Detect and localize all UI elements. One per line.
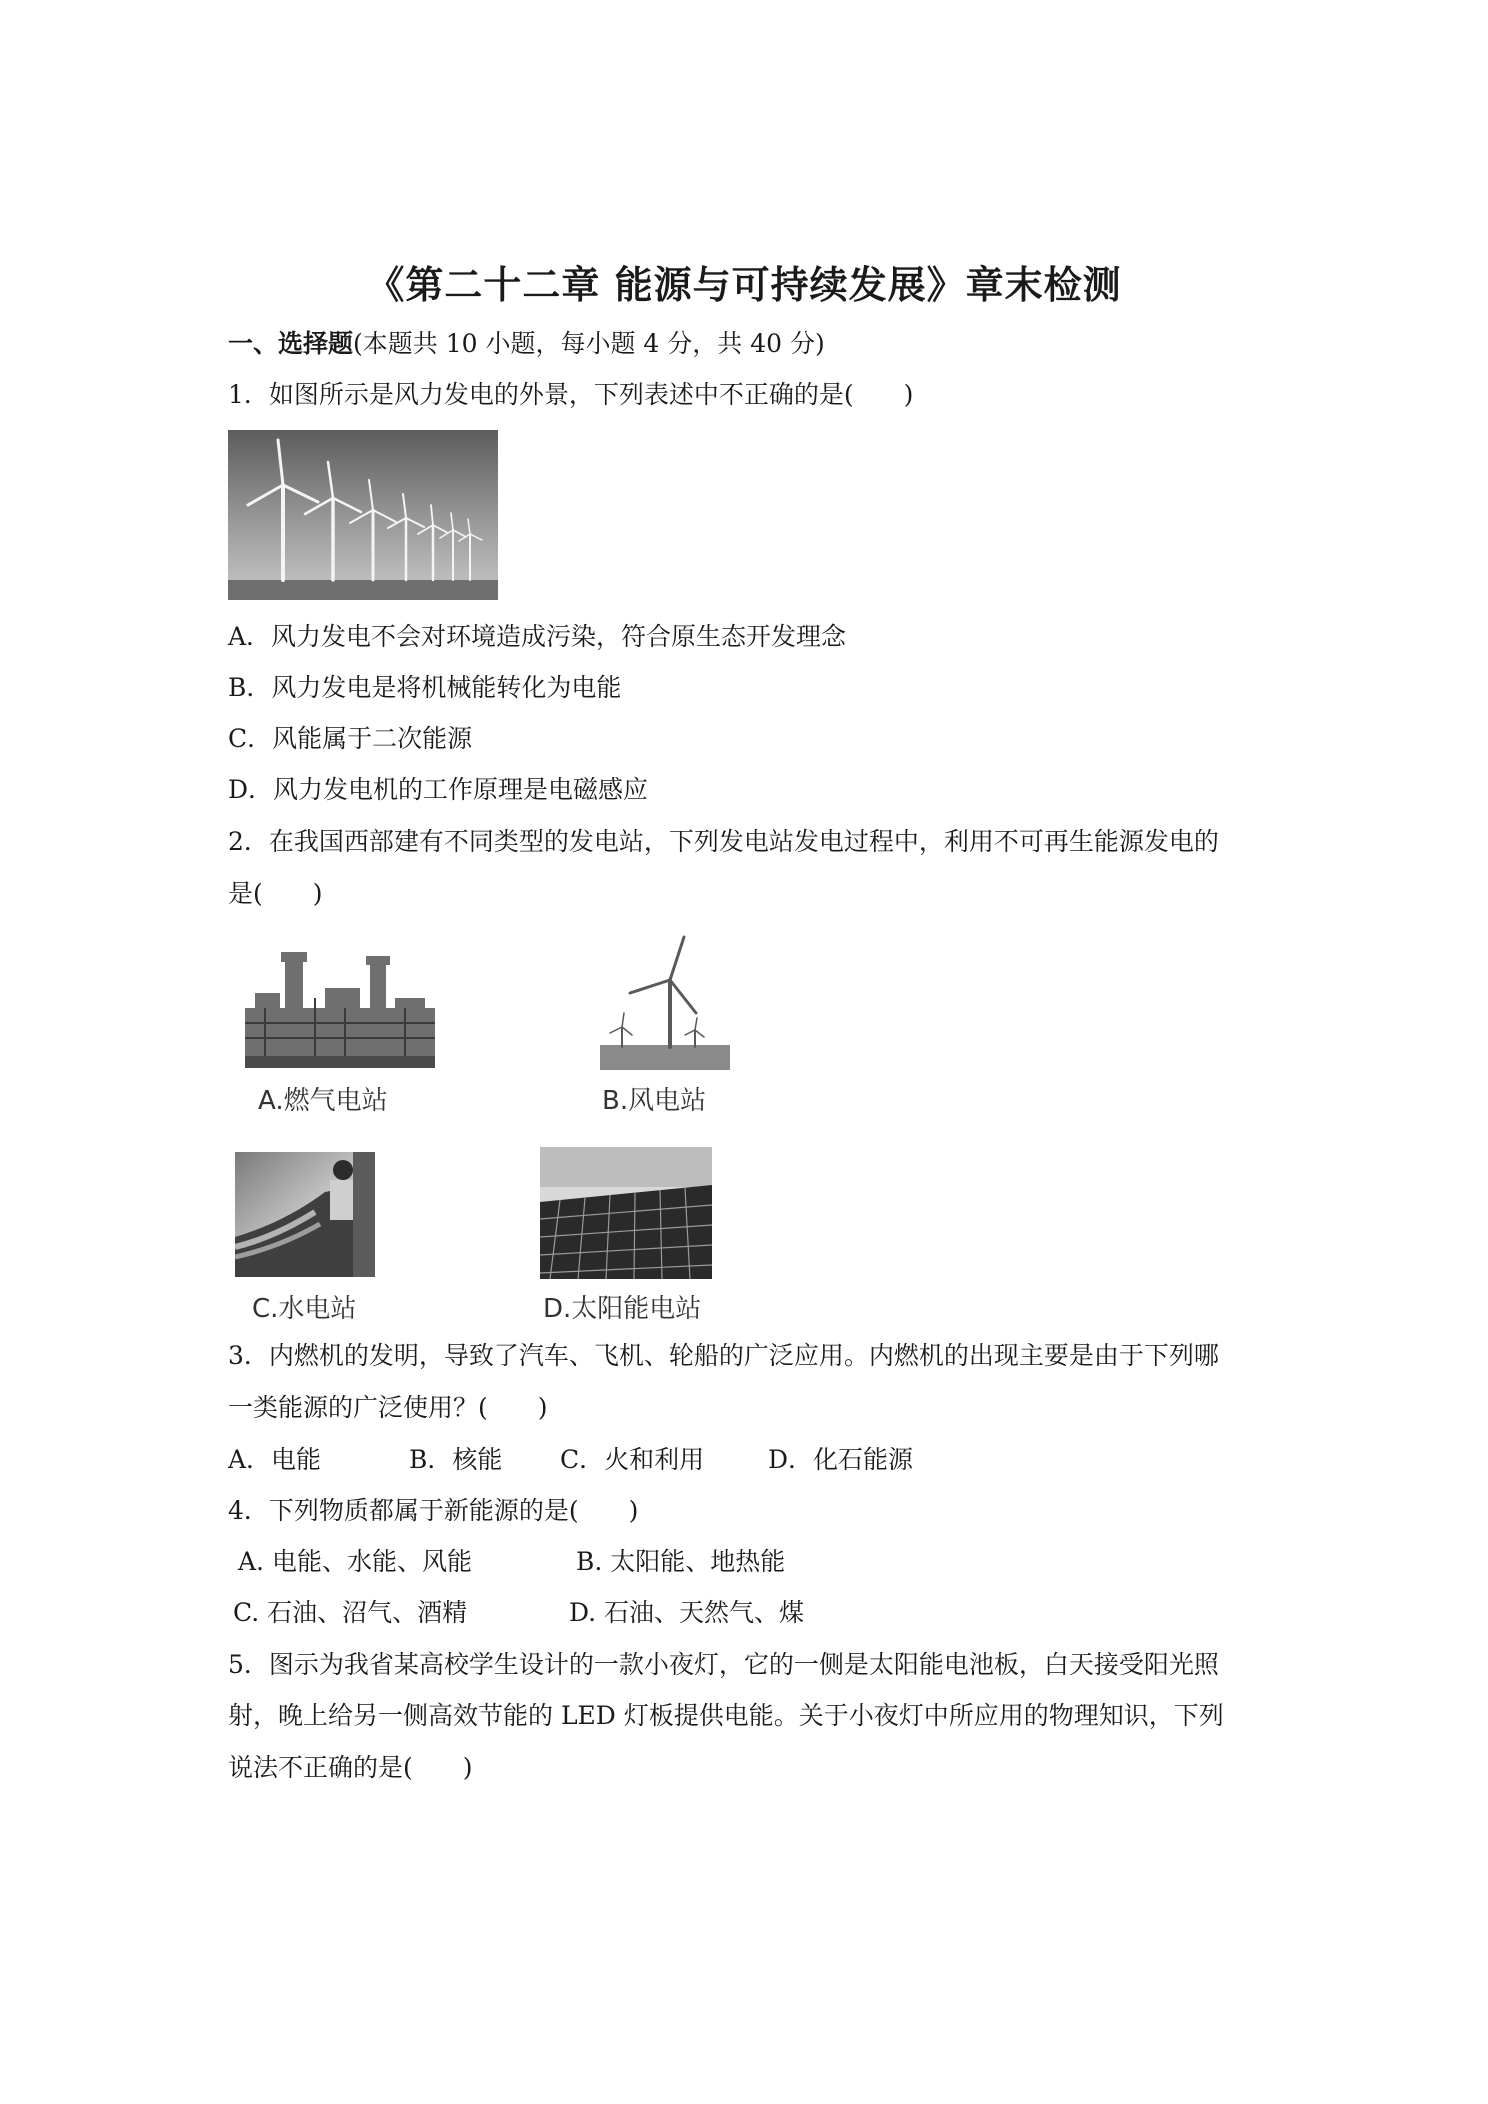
section-note: (本题共 10 小题，每小题 4 分，共 40 分) [353, 329, 825, 358]
wind-turbine-photo-icon [600, 935, 730, 1070]
hydro-dam-photo-icon [235, 1152, 375, 1277]
q5-stem-line1: 5．图示为我省某高校学生设计的一款小夜灯，它的一侧是太阳能电池板，白天接受阳光照 [228, 1650, 1219, 1679]
q1-option-b: B．风力发电是将机械能转化为电能 [228, 673, 622, 702]
q3-stem-line2: 一类能源的广泛使用？( ) [228, 1393, 548, 1422]
q2-stem-line1: 2．在我国西部建有不同类型的发电站，下列发电站发电过程中，利用不可再生能源发电的 [228, 827, 1219, 856]
gas-power-station-photo-icon [245, 938, 435, 1068]
section-heading: 一、选择题 [228, 329, 354, 358]
q1-option-c: C．风能属于二次能源 [228, 724, 473, 753]
q3-option-d: D．化石能源 [768, 1445, 914, 1474]
q3-stem-line1: 3．内燃机的发明，导致了汽车、飞机、轮船的广泛应用。内燃机的出现主要是由于下列哪 [228, 1341, 1219, 1370]
page-title: 《第二十二章 能源与可持续发展》章末检测 [366, 263, 1122, 307]
q4-option-b: B. 太阳能、地热能 [576, 1547, 786, 1576]
solar-panel-photo-icon [540, 1147, 712, 1279]
section-heading-line [228, 327, 825, 361]
q4-option-d: D. 石油、天然气、煤 [569, 1598, 805, 1627]
q1-stem: 1．如图所示是风力发电的外景，下列表述中不正确的是( ) [228, 380, 914, 409]
q4-stem: 4．下列物质都属于新能源的是( ) [228, 1496, 639, 1525]
q4-option-a: A. 电能、水能、风能 [238, 1547, 472, 1576]
q5-stem-line3: 说法不正确的是( ) [228, 1753, 473, 1782]
q5-stem-line2: 射，晚上给另一侧高效节能的 LED 灯板提供电能。关于小夜灯中所应用的物理知识，下列 [228, 1701, 1224, 1730]
q2-caption-b: B.风电站 [602, 1086, 707, 1116]
q3-option-b: B．核能 [409, 1445, 503, 1474]
q2-caption-a: A.燃气电站 [258, 1086, 388, 1116]
q1-option-a: A．风力发电不会对环境造成污染，符合原生态开发理念 [228, 622, 847, 651]
q1-option-d: D．风力发电机的工作原理是电磁感应 [228, 775, 649, 804]
q4-option-c: C. 石油、沼气、酒精 [233, 1598, 468, 1627]
wind-farm-photo-icon [228, 430, 498, 600]
q2-caption-d: D.太阳能电站 [543, 1294, 702, 1324]
q2-stem-line2: 是( ) [228, 879, 323, 908]
q3-option-c: C．火和利用 [560, 1445, 705, 1474]
q2-caption-c: C.水电站 [252, 1294, 357, 1324]
q3-option-a: A．电能 [228, 1445, 322, 1474]
